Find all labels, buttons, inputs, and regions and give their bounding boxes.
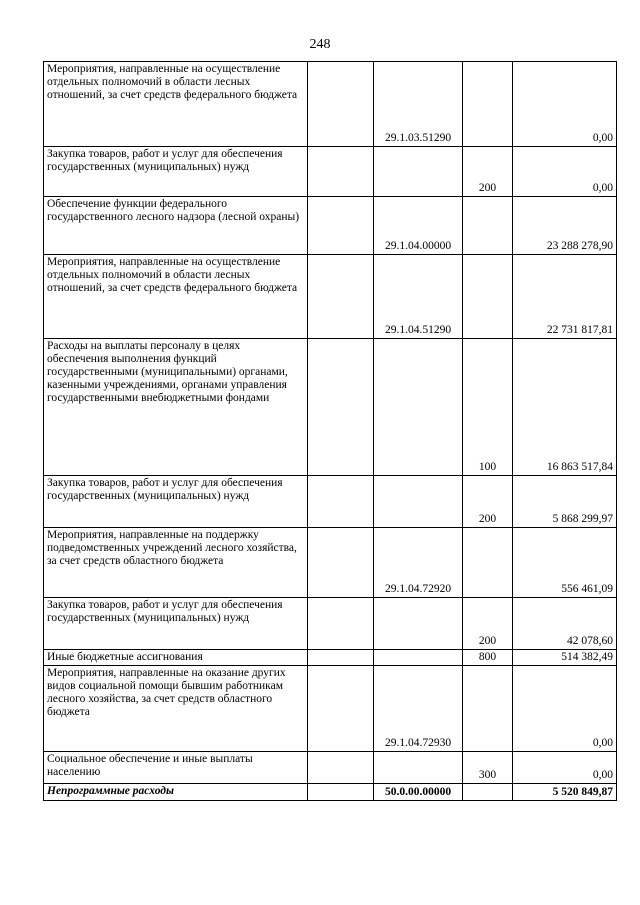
row-amount: 0,00 (513, 147, 617, 197)
row-target-code (374, 147, 463, 197)
row-empty-cell (308, 255, 374, 339)
row-target-code: 29.1.04.72920 (374, 528, 463, 598)
row-target-code (374, 650, 463, 666)
table-row (44, 650, 617, 666)
row-expense-type (463, 197, 513, 255)
row-expense-type (463, 62, 513, 147)
table-row (44, 784, 617, 801)
page-number: 248 (309, 37, 331, 52)
row-target-code (374, 339, 463, 476)
row-amount: 0,00 (513, 752, 617, 784)
row-empty-cell (308, 528, 374, 598)
row-target-code: 29.1.04.72930 (374, 666, 463, 752)
table-row (44, 62, 617, 147)
row-target-code (374, 598, 463, 650)
row-empty-cell (308, 598, 374, 650)
row-empty-cell (308, 62, 374, 147)
row-amount: 5 868 299,97 (513, 476, 617, 528)
row-description: Мероприятия, направленные на оказание других видов социальной помощи бывшим работникам лесного хозяйства, за счет средств областного бюджета (44, 666, 308, 752)
row-expense-type: 100 (463, 339, 513, 476)
row-target-code: 29.1.04.00000 (374, 197, 463, 255)
row-empty-cell (308, 666, 374, 752)
row-expense-type (463, 255, 513, 339)
row-empty-cell (308, 752, 374, 784)
row-amount: 5 520 849,87 (513, 784, 617, 801)
row-description: Мероприятия, направленные на поддержку подведомственных учреждений лесного хозяйства, за счет средств областного бюджета (44, 528, 308, 598)
row-empty-cell (308, 476, 374, 528)
row-amount: 23 288 278,90 (513, 197, 617, 255)
row-expense-type: 200 (463, 476, 513, 528)
row-description: Закупка товаров, работ и услуг для обеспечения государственных (муниципальных) нужд (44, 147, 308, 197)
row-description: Социальное обеспечение и иные выплаты населению (44, 752, 308, 784)
budget-table-body (44, 62, 617, 801)
row-description: Непрограммные расходы (44, 784, 308, 801)
row-description: Закупка товаров, работ и услуг для обеспечения государственных (муниципальных) нужд (44, 476, 308, 528)
row-amount: 556 461,09 (513, 528, 617, 598)
row-empty-cell (308, 147, 374, 197)
row-description: Мероприятия, направленные на осуществление отдельных полномочий в области лесных отношений, за счет средств федерального бюджета (44, 255, 308, 339)
row-empty-cell (308, 339, 374, 476)
row-target-code (374, 476, 463, 528)
table-row (44, 752, 617, 784)
row-empty-cell (308, 784, 374, 801)
row-expense-type: 200 (463, 147, 513, 197)
row-amount: 16 863 517,84 (513, 339, 617, 476)
row-target-code (374, 752, 463, 784)
row-expense-type (463, 528, 513, 598)
row-expense-type: 300 (463, 752, 513, 784)
row-description: Закупка товаров, работ и услуг для обеспечения государственных (муниципальных) нужд (44, 598, 308, 650)
row-description: Обеспечение функции федерального государственного лесного надзора (лесной охраны) (44, 197, 308, 255)
table-row (44, 666, 617, 752)
row-target-code: 29.1.03.51290 (374, 62, 463, 147)
row-expense-type: 800 (463, 650, 513, 666)
row-amount: 0,00 (513, 666, 617, 752)
row-description: Иные бюджетные ассигнования (44, 650, 308, 666)
row-target-code: 50.0.00.00000 (374, 784, 463, 801)
table-row (44, 147, 617, 197)
row-description: Мероприятия, направленные на осуществление отдельных полномочий в области лесных отношений, за счет средств федерального бюджета (44, 62, 308, 147)
row-empty-cell (308, 197, 374, 255)
row-expense-type (463, 666, 513, 752)
table-row (44, 476, 617, 528)
budget-table (43, 61, 617, 801)
row-amount: 42 078,60 (513, 598, 617, 650)
table-row (44, 598, 617, 650)
row-expense-type (463, 784, 513, 801)
row-expense-type: 200 (463, 598, 513, 650)
table-row (44, 528, 617, 598)
row-empty-cell (308, 650, 374, 666)
row-amount: 22 731 817,81 (513, 255, 617, 339)
row-amount: 514 382,49 (513, 650, 617, 666)
table-row (44, 255, 617, 339)
table-row (44, 197, 617, 255)
row-amount: 0,00 (513, 62, 617, 147)
row-description: Расходы на выплаты персоналу в целях обеспечения выполнения функций государственными (муниципальными) органами, казенными учреждениями, органами управления государственными внебюджетными фондами (44, 339, 308, 476)
table-row (44, 339, 617, 476)
row-target-code: 29.1.04.51290 (374, 255, 463, 339)
